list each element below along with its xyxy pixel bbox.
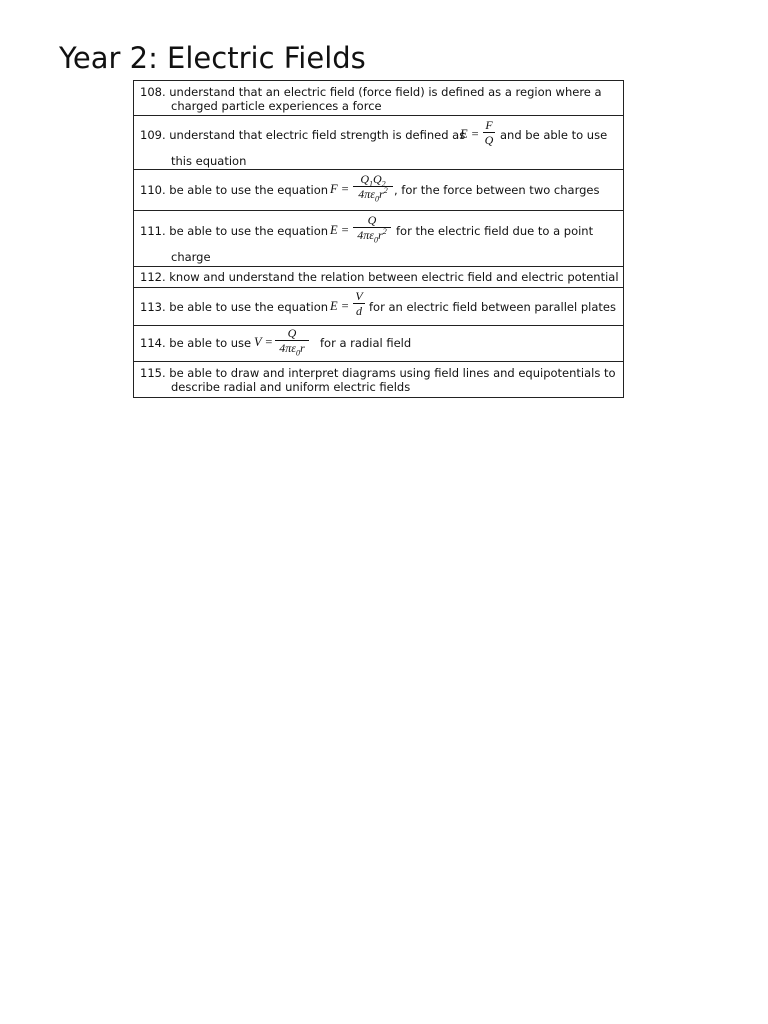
spec-item-113: [134, 288, 623, 326]
spec-item-114: [134, 326, 623, 362]
spec-item-text-continued: this equation: [171, 154, 247, 168]
spec-item-text: understand that an electric field (force field) is defined as a region where a: [169, 85, 602, 99]
fraction-numerator: V: [355, 289, 363, 303]
spec-item-line: [140, 224, 328, 238]
equation-fraction: [353, 290, 365, 317]
spec-item-text: be able to use the equation: [169, 224, 329, 238]
spec-item-109: [134, 116, 623, 170]
spec-item-text: for a radial field: [320, 336, 412, 350]
spec-item-text-continued: describe radial and uniform electric fields: [171, 380, 411, 394]
fraction-denominator: $4\pi\varepsilon_0r^2$: [358, 186, 388, 204]
fraction-denominator: d: [356, 304, 362, 318]
equation-lhs: E =: [460, 127, 480, 141]
spec-item-number: 115.: [140, 366, 166, 380]
spec-item-line: [140, 85, 602, 99]
equation-fraction: [275, 326, 309, 358]
spec-item-text-continued: charged particle experiences a force: [171, 99, 382, 113]
spec-item-text: be able to use: [169, 336, 252, 350]
spec-item-line: [140, 270, 619, 284]
spec-item-number: 109.: [140, 128, 166, 142]
spec-item-text-continued: charge: [171, 250, 211, 264]
equation-lhs: E =: [330, 299, 350, 313]
spec-item-text: know and understand the relation between electric field and electric potential: [169, 270, 619, 284]
spec-item-line: [140, 128, 465, 142]
spec-item-112: [134, 267, 623, 288]
equation-lhs: V =: [254, 335, 273, 349]
spec-item-text: understand that electric field strength is defined as: [169, 128, 466, 142]
spec-item-text: be able to use the equation: [169, 300, 329, 314]
spec-item-line: [140, 366, 616, 380]
spec-item-number: 113.: [140, 300, 166, 314]
fraction-numerator: Q: [367, 213, 377, 227]
equation-fraction: [353, 172, 393, 204]
spec-item-text: be able to use the equation: [169, 183, 329, 197]
spec-item-line: [140, 183, 328, 197]
spec-item-number: 110.: [140, 183, 166, 197]
equation-fraction: [353, 213, 391, 245]
fraction-denominator: $4\pi\varepsilon_0r^2$: [357, 227, 387, 245]
page-title: Year 2: Electric Fields: [59, 41, 366, 75]
fraction-denominator: Q: [484, 133, 494, 147]
fraction-numerator: Q: [287, 326, 297, 340]
spec-item-text: and be able to use: [500, 128, 608, 142]
fraction-numerator: $Q_1Q_2$: [360, 172, 386, 189]
spec-item-number: 114.: [140, 336, 166, 350]
spec-item-110: [134, 170, 623, 211]
equation-lhs: F =: [330, 182, 350, 196]
spec-item-number: 112.: [140, 270, 166, 284]
specification-table: [133, 80, 624, 398]
spec-item-text: be able to draw and interpret diagrams using field lines and equipotentials to: [169, 366, 616, 380]
spec-item-number: 108.: [140, 85, 166, 99]
equation-fraction: [483, 119, 495, 146]
fraction-denominator: $4\pi\varepsilon_0r$: [279, 341, 305, 358]
spec-item-line: [140, 300, 328, 314]
fraction-numerator: F: [485, 118, 493, 132]
spec-item-108: [134, 81, 623, 116]
spec-item-line: [140, 336, 251, 350]
spec-item-text: for an electric field between parallel plates: [369, 300, 616, 314]
spec-item-number: 111.: [140, 224, 166, 238]
spec-item-text: , for the force between two charges: [394, 183, 600, 197]
spec-item-text: for the electric field due to a point: [396, 224, 594, 238]
spec-item-111: [134, 211, 623, 267]
spec-item-115: [134, 362, 623, 397]
equation-lhs: E =: [330, 223, 350, 237]
